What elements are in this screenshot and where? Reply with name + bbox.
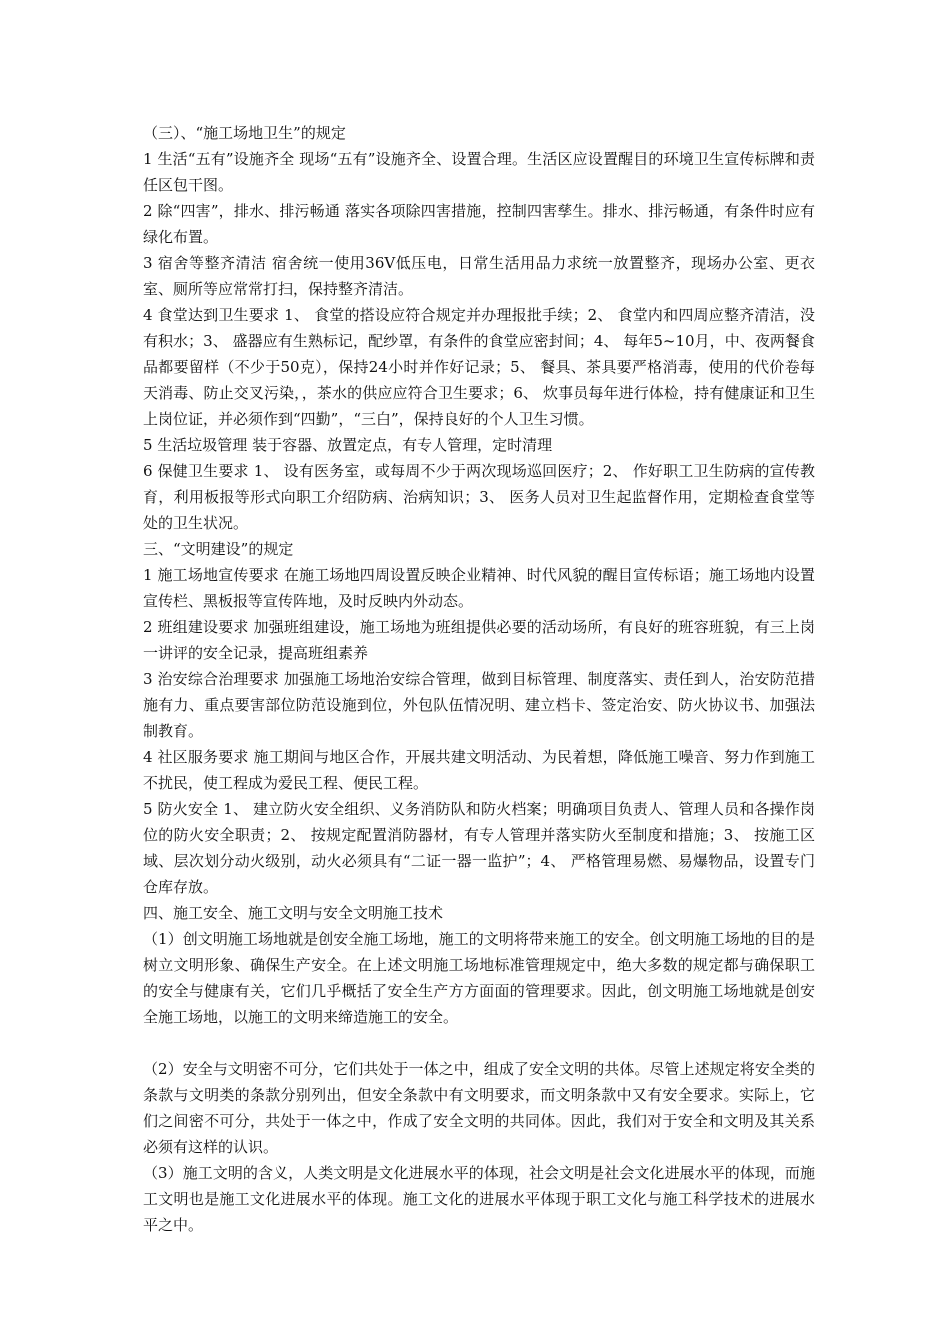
section-heading-civilization: 三、“文明建设”的规定 bbox=[143, 540, 294, 558]
paragraph: 3 治安综合治理要求 加强施工场地治安综合管理，做到目标管理、制度落实、责任到人，治安防范措施有力、重点要害部位防范设施到位，外包队伍情况明、建立档卡、签定治安、防火协议书、加强法制教育。 bbox=[143, 670, 815, 740]
paragraph: （1）创文明施工场地就是创安全施工场地，施工的文明将带来施工的安全。创文明施工场地的目的是树立文明形象、确保生产安全。在上述文明施工场地标准管理规定中，绝大多数的规定都与确保职工的安全与健康有关，它们几乎概括了安全生产方方面面的管理要求。因此，创文明施工场地就是创安全施工场地，以施工的文明来缔造施工的安全。 bbox=[143, 930, 815, 1026]
paragraph: 2 班组建设要求 加强班组建设，施工场地为班组提供必要的活动场所，有良好的班容班貌，有三上岗一讲评的安全记录，提高班组素养 bbox=[143, 618, 815, 662]
paragraph: 3 宿舍等整齐清洁 宿舍统一使用36V低压电，日常生活用品力求统一放置整齐，现场办公室、更衣室、厕所等应常常打扫，保持整齐清洁。 bbox=[143, 254, 815, 298]
section-heading-site-hygiene: （三）、“施工场地卫生”的规定 bbox=[143, 124, 346, 142]
paragraph: （2）安全与文明密不可分，它们共处于一体之中，组成了安全文明的共体。尽管上述规定将安全类的条款与文明类的条款分别列出，但安全条款中有文明要求，而文明条款中又有安全要求。实际上，它们之间密不可分，共处于一体之中，作成了安全文明的共同体。因此，我们对于安全和文明及其关系必须有这样的认识。 bbox=[143, 1060, 815, 1156]
paragraph: 1 施工场地宣传要求 在施工场地四周设置反映企业精神、时代风貌的醒目宣传标语；施工场地内设置宣传栏、黑板报等宣传阵地，及时反映内外动态。 bbox=[143, 566, 815, 610]
paragraph: 1 生活“五有”设施齐全 现场“五有”设施齐全、设置合理。生活区应设置醒目的环境卫生宣传标牌和责任区包干图。 bbox=[143, 150, 815, 194]
paragraph: 4 食堂达到卫生要求 1、 食堂的搭设应符合规定并办理报批手续；2、 食堂内和四周应整齐清洁，没有积水；3、 盛器应有生熟标记，配纱罩，有条件的食堂应密封间；4、 每年5~10月，中、夜两餐食品都要留样（不少于50克），保持24小时并作好记录；5、 餐具、茶具要严格消毒，使用的代价卷每天消毒、防止交叉污染，，茶水的供应应符合卫生要求；6、 炊事员每年进行体检，持有健康证和卫生上岗位证，并必须作到“四勤”，“三白”，保持良好的个人卫生习惯。 bbox=[143, 306, 815, 428]
paragraph: 2 除“四害”，排水、排污畅通 落实各项除四害措施，控制四害孳生。排水、排污畅通，有条件时应有绿化布置。 bbox=[143, 202, 815, 246]
section-heading-safety: 四、施工安全、施工文明与安全文明施工技术 bbox=[143, 904, 444, 922]
paragraph: 4 社区服务要求 施工期间与地区合作，开展共建文明活动、为民着想，降低施工噪音、努力作到施工不扰民，使工程成为爱民工程、便民工程。 bbox=[143, 748, 815, 792]
document-body bbox=[143, 120, 815, 1238]
paragraph-spacer bbox=[143, 1030, 815, 1056]
paragraph: 6 保健卫生要求 1、 设有医务室，或每周不少于两次现场巡回医疗；2、 作好职工卫生防病的宣传教育，利用板报等形式向职工介绍防病、治病知识；3、 医务人员对卫生起监督作用，定期检查食堂等处的卫生状况。 bbox=[143, 462, 815, 532]
paragraph: 5 生活垃圾管理 装于容器、放置定点，有专人管理，定时清理 bbox=[143, 436, 553, 454]
paragraph: 5 防火安全 1、 建立防火安全组织、义务消防队和防火档案；明确项目负责人、管理人员和各操作岗位的防火安全职责；2、 按规定配置消防器材，有专人管理并落实防火至制度和措施；3、 按施工区域、层次划分动火级别，动火必须具有“二证一器一监护”；4、 严格管理易燃、易爆物品，设置专门仓库存放。 bbox=[143, 800, 815, 896]
paragraph: （3）施工文明的含义，人类文明是文化进展水平的体现，社会文明是社会文化进展水平的体现，而施工文明也是施工文化进展水平的体现。施工文化的进展水平体现于职工文化与施工科学技术的进展水平之中。 bbox=[143, 1164, 815, 1234]
